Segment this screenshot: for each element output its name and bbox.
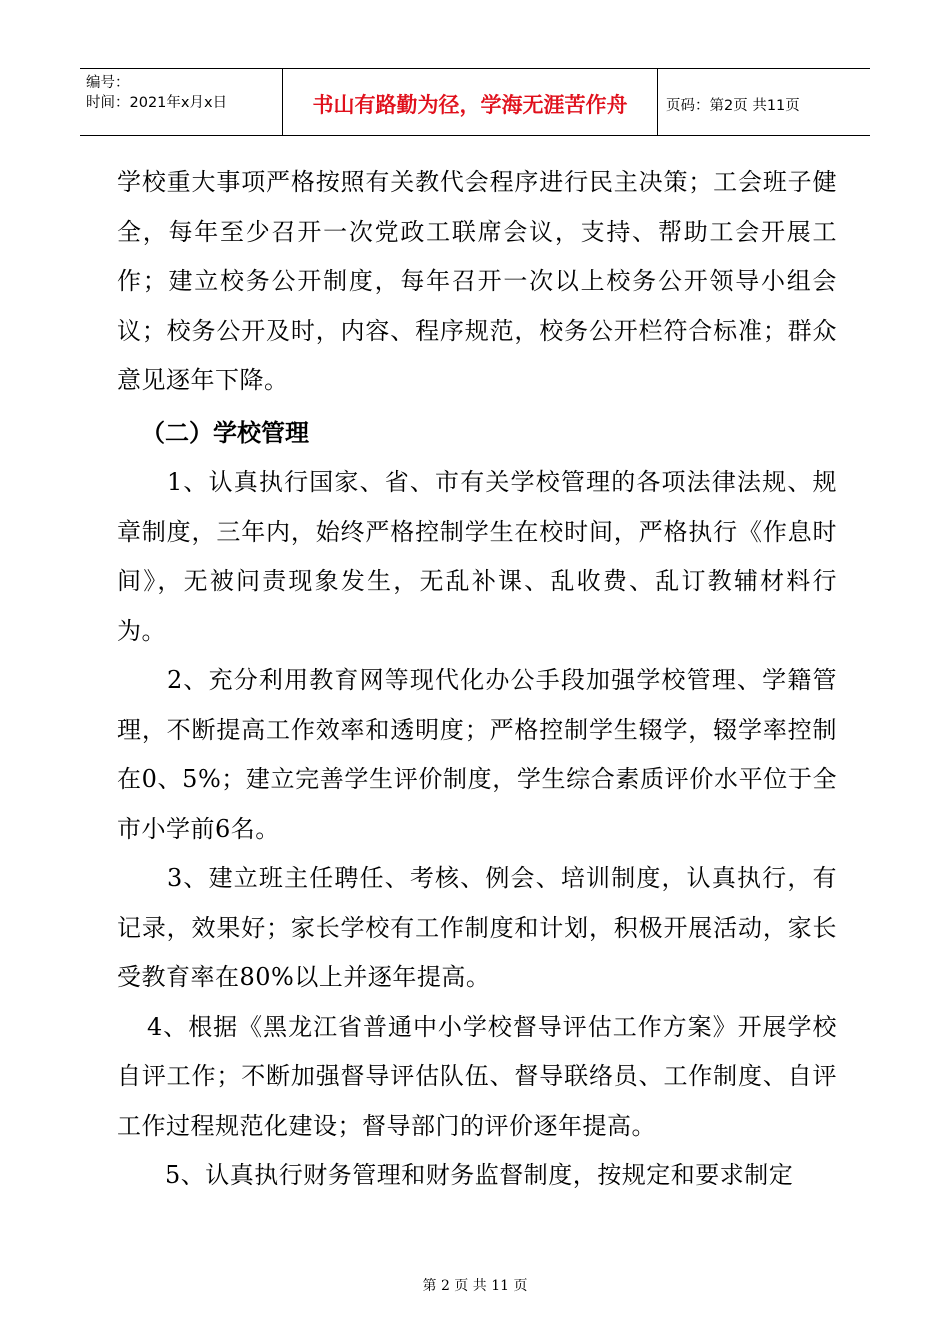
section-heading: （二）学校管理	[141, 418, 309, 447]
list-item: 3、建立班主任聘任、考核、例会、培训制度，认真执行，有记录，效果好；家长学校有工作制度和计划，积极开展活动，家长受教育率在80%以上并逐年提高。	[117, 864, 837, 991]
document-body	[117, 158, 837, 1201]
list-item: 4、根据《黑龙江省普通中小学校督导评估工作方案》开展学校自评工作；不断加强督导评估队伍、督导联络员、工作制度、自评工作过程规范化建设；督导部门的评价逐年提高。	[117, 1012, 837, 1140]
header-meta-cell	[80, 69, 283, 135]
header-motto: 书山有路勤为径，学海无涯苦作舟	[283, 69, 658, 135]
page-footer: 第 2 页 共 11 页	[422, 1278, 528, 1294]
list-item: 2、充分利用教育网等现代化办公手段加强学校管理、学籍管理，不断提高工作效率和透明度；严格控制学生辍学，辍学率控制在0、5%；建立完善学生评价制度，学生综合素质评价水平位于全市小学前6名。	[117, 666, 837, 843]
document-time-label: 时间：2021年x月x日	[86, 95, 228, 111]
document-number-label: 编号：	[86, 75, 130, 91]
list-item: 1、认真执行国家、省、市有关学校管理的各项法律法规、规章制度，三年内，始终严格控制学生在校时间，严格执行《作息时间》，无被问责现象发生，无乱补课、乱收费、乱订教辅材料行为。	[117, 468, 837, 645]
page-header	[80, 68, 870, 136]
header-page-info: 页码：第2页 共11页	[666, 97, 800, 114]
list-item: 5、认真执行财务管理和财务监督制度，按规定和要求制定	[165, 1161, 794, 1189]
body-paragraph: 学校重大事项严格按照有关教代会程序进行民主决策；工会班子健全，每年至少召开一次党政工联席会议，支持、帮助工会开展工作；建立校务公开制度，每年召开一次以上校务公开领导小组会议；校务公开及时，内容、程序规范，校务公开栏符合标准；群众意见逐年下降。	[117, 168, 837, 394]
